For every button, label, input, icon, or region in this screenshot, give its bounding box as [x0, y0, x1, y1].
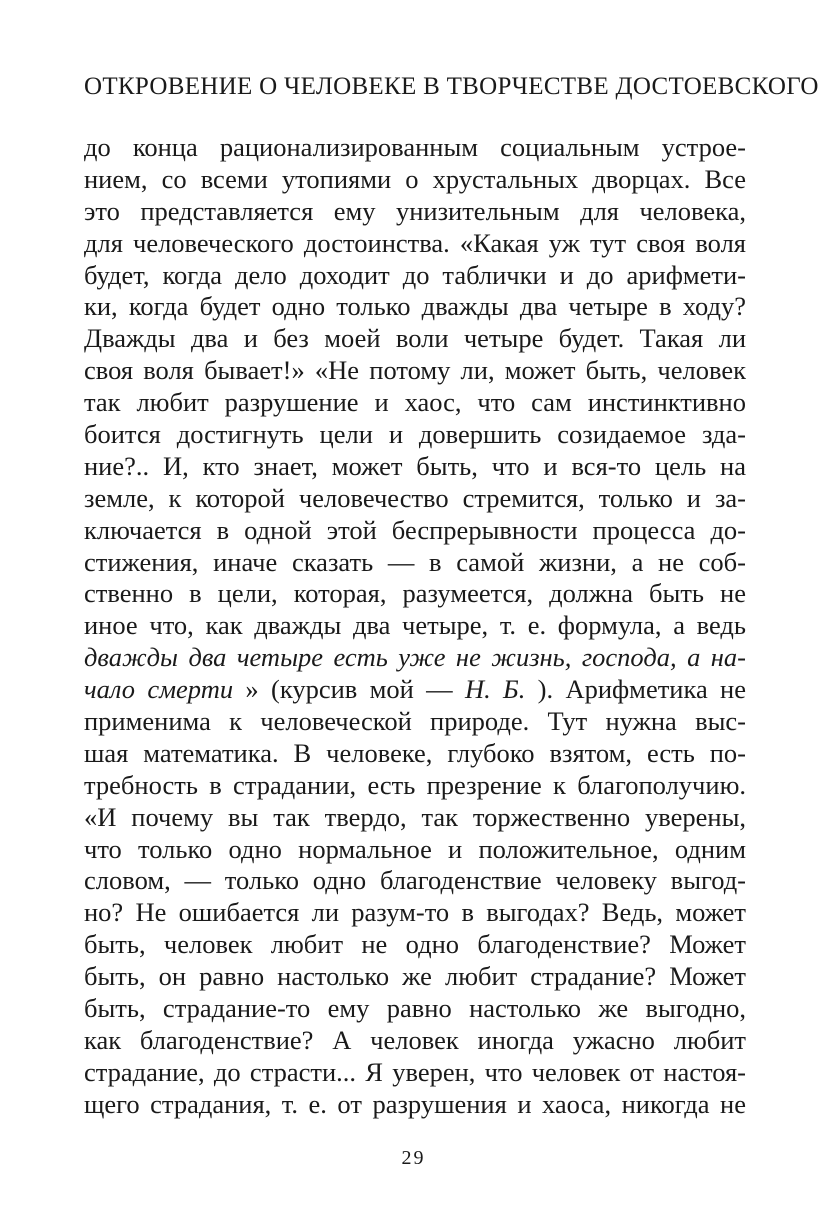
text-line: это представляется ему унизительным для человека, — [84, 195, 746, 226]
mixed-style-line — [84, 674, 746, 706]
text-line: словом, — только одно благоденствие человеку выгод- — [84, 865, 746, 896]
running-head: ОТКРОВЕНИЕ О ЧЕЛОВЕКЕ В ТВОРЧЕСТВЕ ДОСТОЕВСКОГО — [84, 73, 819, 100]
text-line: ственно в цели, которая, разумеется, должна быть не — [84, 578, 746, 609]
text-line: ки, когда будет одно только дважды два четыре в ходу? — [84, 291, 746, 322]
text-line: применима к человеческой природе. Тут нужна выс- — [84, 706, 746, 737]
text-line: требность в страдании, есть презрение к благополучию. — [84, 769, 746, 800]
italic-quote-end: чало смерти — [84, 674, 234, 705]
text-line: до конца рационализированным социальным устрое- — [84, 132, 746, 162]
text-line: для человеческого достоинства. «Какая уж тут своя воля — [84, 227, 746, 258]
text-line: шая математика. В человеке, глубоко взятом, есть по- — [84, 737, 746, 768]
text-line: как благоденствие? А человек иногда ужасно любит — [84, 1024, 746, 1055]
text-line: нием, со всеми утопиями о хрустальных дворцах. Все — [84, 163, 746, 194]
author-initials: Н. Б. — [464, 674, 526, 705]
text-line: Дважды два и без моей воли четыре будет. Такая ли — [84, 323, 746, 354]
citation-note-end: ). Арифметика не — [525, 674, 746, 705]
text-line: ние?.. И, кто знает, может быть, что и вся-то цель на — [84, 450, 746, 481]
text-line: стижения, иначе сказать — в самой жизни, а не соб- — [84, 546, 746, 577]
text-line: быть, страдание-то ему равно настолько же выгодно, — [84, 993, 746, 1024]
text-line: «И почему вы так твердо, так торжественно уверены, — [84, 801, 746, 832]
text-line: но? Не ошибается ли разум-то в выгодах? Ведь, может — [84, 897, 746, 928]
text-line: иное что, как дважды два четыре, т. е. формула, а ведь — [84, 610, 746, 641]
text-line: быть, он равно настолько же любит страдание? Может — [84, 961, 746, 992]
text-line: страдание, до страсти... Я уверен, что человек от настоя- — [84, 1056, 746, 1087]
text-line: будет, когда дело доходит до таблички и до арифмети- — [84, 259, 746, 290]
text-line: своя воля бывает!» «Не потому ли, может быть, человек — [84, 355, 746, 386]
text-line: быть, человек любит не одно благоденствие? Может — [84, 929, 746, 960]
text-line: что только одно нормальное и положительное, одним — [84, 833, 746, 864]
citation-note: » (курсив мой — — [233, 674, 465, 705]
italic-quote-line: дважды два четыре есть уже не жизнь, господа, а на- — [84, 642, 746, 673]
body-text — [84, 132, 746, 1121]
text-line: щего страдания, т. е. от разрушения и хаоса, никогда не — [84, 1088, 746, 1119]
text-line: так любит разрушение и хаос, что сам инстинктивно — [84, 387, 746, 418]
page-number: 29 — [401, 1147, 426, 1169]
text-line: земле, к которой человечество стремится, только и за- — [84, 482, 746, 513]
text-line: ключается в одной этой беспрерывности процесса до- — [84, 514, 746, 545]
text-line: боится достигнуть цели и довершить созидаемое зда- — [84, 419, 746, 450]
